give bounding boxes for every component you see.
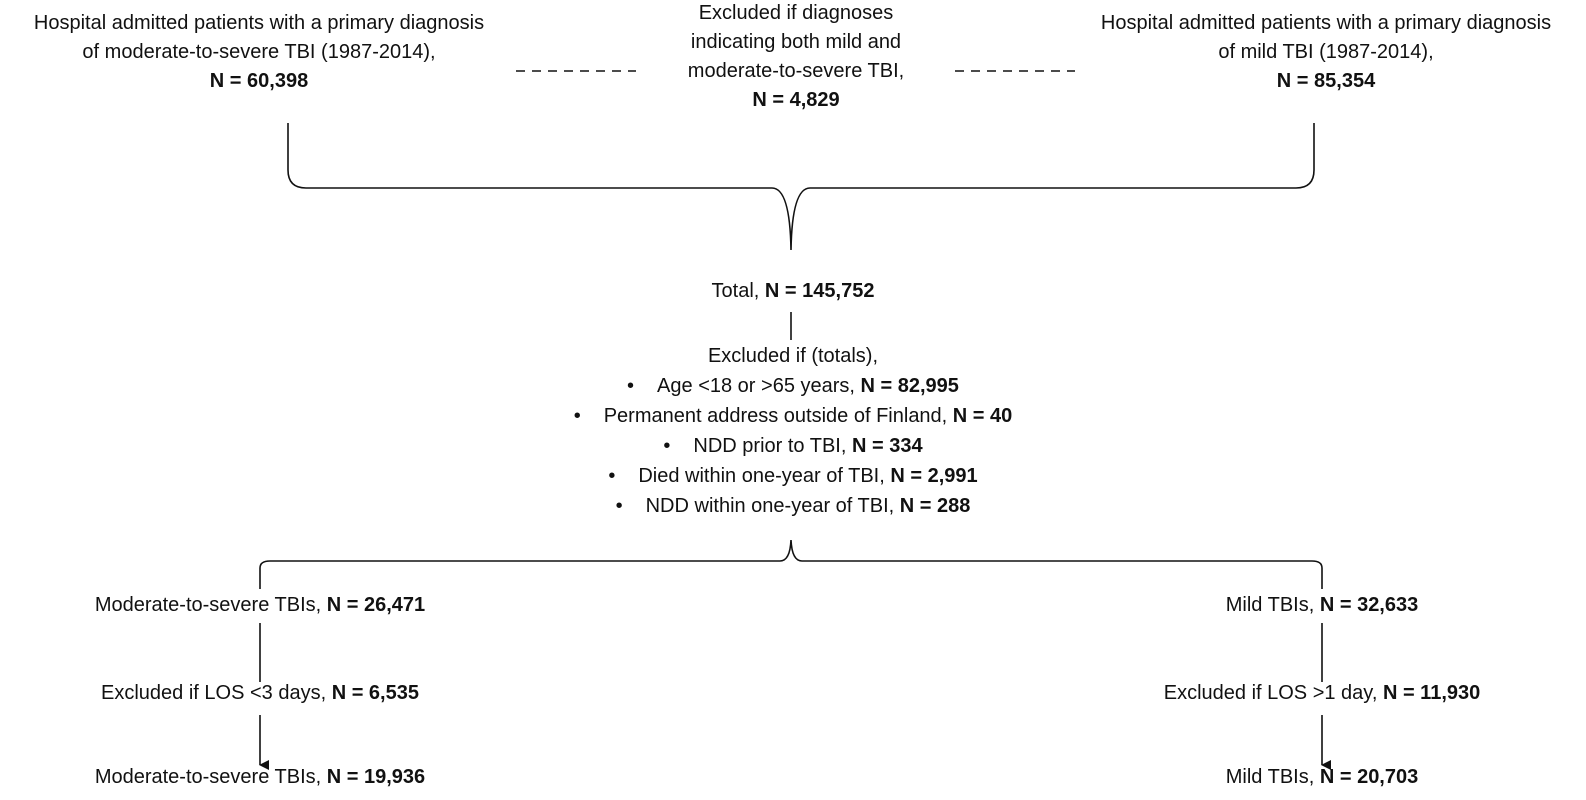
source-line: of moderate-to-severe TBI (1987-2014), [82, 41, 436, 63]
source-line: Hospital admitted patients with a primary diagnosis [33, 12, 485, 34]
exclusion-heading: Excluded if (totals), [707, 345, 879, 367]
source-count: N = 85,354 [1276, 70, 1376, 92]
exclusion-item-label: Died within one-year of TBI, [638, 465, 891, 487]
source-line: Hospital admitted patients with a primary diagnosis [1100, 12, 1552, 34]
right-group-box [1062, 591, 1582, 620]
merge-brace [288, 123, 1314, 250]
exclusion-item-count: N = 2,991 [890, 465, 978, 487]
right-los-exclusion-box [1062, 679, 1582, 708]
group-count: N = 26,471 [326, 594, 426, 616]
exclusion-item-label: Permanent address outside of Finland, [603, 405, 953, 427]
exclusion-item-count: N = 82,995 [860, 375, 959, 397]
bullet: • [573, 405, 581, 427]
exclusion-item [0, 371, 1586, 401]
total-count: N = 145,752 [764, 280, 875, 302]
dual-diagnosis-exclusion-box [646, 0, 946, 115]
final-count: N = 19,936 [326, 766, 426, 788]
left-los-exclusion-box [0, 679, 520, 708]
exclusion-item [0, 491, 1586, 521]
left-final-box [0, 763, 520, 792]
bullet: • [663, 435, 671, 457]
bullet: • [608, 465, 616, 487]
source-line: of mild TBI (1987-2014), [1218, 41, 1434, 63]
group-label: Moderate-to-severe TBIs, [94, 594, 327, 616]
source-count: N = 60,398 [209, 70, 309, 92]
exclusion-item-label: NDD prior to TBI, [693, 435, 852, 457]
los-exclusion-label: Excluded if LOS >1 day, [1163, 682, 1383, 704]
exclusion-item [0, 401, 1586, 431]
moderate-severe-source-box [0, 9, 518, 96]
total-box [0, 277, 1586, 306]
exclusion-line: indicating both mild and [690, 31, 902, 53]
group-count: N = 32,633 [1319, 594, 1419, 616]
exclusion-item-count: N = 40 [952, 405, 1013, 427]
exclusion-item-label: Age <18 or >65 years, [657, 375, 861, 397]
final-label: Moderate-to-severe TBIs, [94, 766, 327, 788]
total-label: Total, [711, 280, 765, 302]
exclusion-item-count: N = 334 [851, 435, 923, 457]
left-group-box [0, 591, 520, 620]
exclusion-item-count: N = 288 [899, 495, 971, 517]
exclusion-item [0, 431, 1586, 461]
exclusion-count: N = 4,829 [752, 89, 840, 111]
exclusion-item [0, 461, 1586, 491]
split-brace [260, 540, 1322, 589]
exclusion-line: Excluded if diagnoses [698, 2, 894, 24]
los-exclusion-label: Excluded if LOS <3 days, [101, 682, 332, 704]
bullet: • [615, 495, 623, 517]
right-final-box [1062, 763, 1582, 792]
exclusion-criteria-list [0, 341, 1586, 521]
bullet: • [627, 375, 635, 397]
final-count: N = 20,703 [1319, 766, 1419, 788]
mild-source-box [1066, 9, 1586, 96]
exclusion-line: moderate-to-severe TBI, [687, 60, 905, 82]
exclusion-item-label: NDD within one-year of TBI, [645, 495, 900, 517]
los-exclusion-count: N = 11,930 [1382, 682, 1481, 704]
group-label: Mild TBIs, [1225, 594, 1320, 616]
final-label: Mild TBIs, [1225, 766, 1320, 788]
los-exclusion-count: N = 6,535 [331, 682, 419, 704]
